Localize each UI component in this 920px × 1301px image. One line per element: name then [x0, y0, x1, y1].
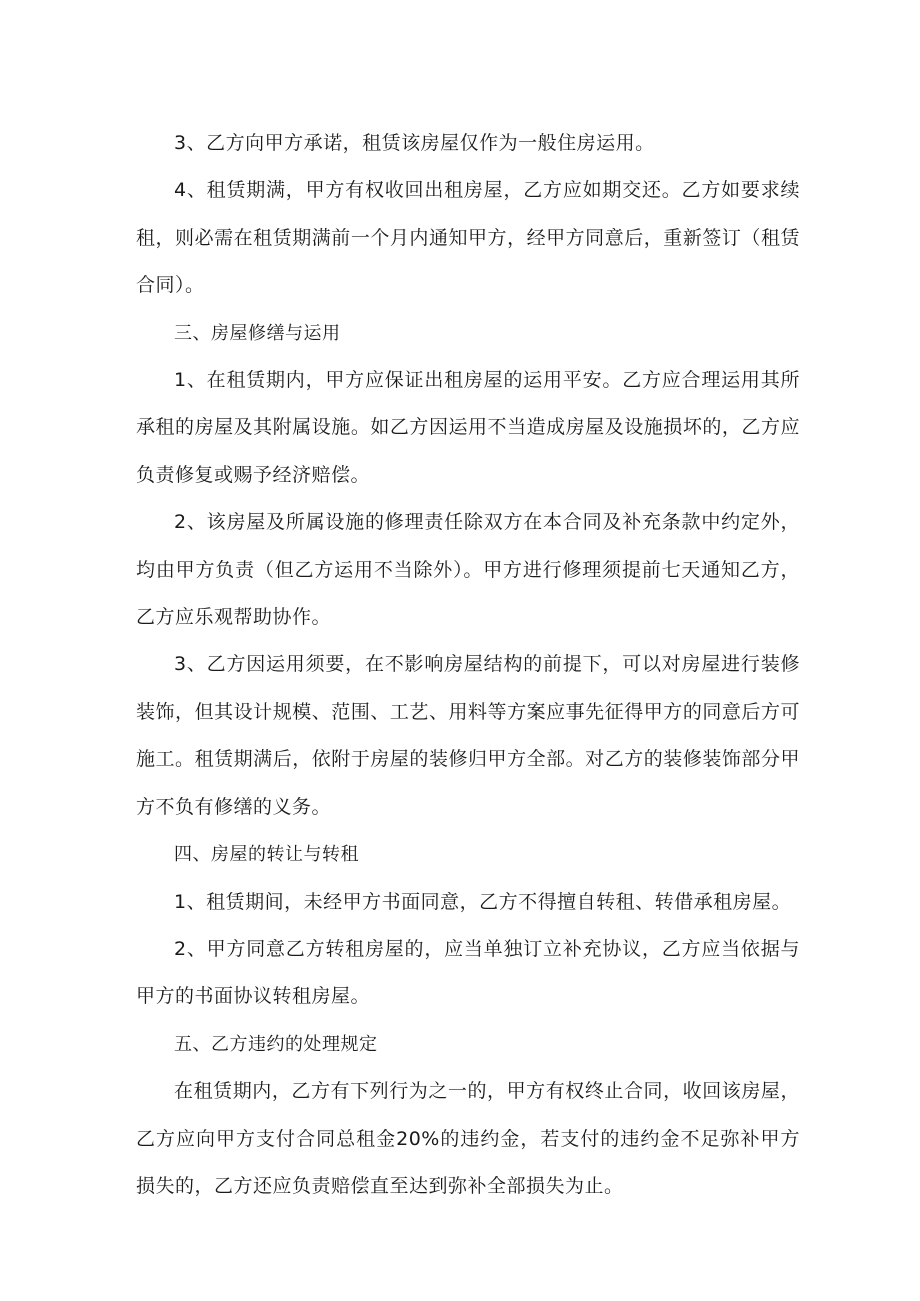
section-heading: 五、乙方违约的处理规定 — [174, 1033, 378, 1055]
clause-paragraph: 2、该房屋及所属设施的修理责任除双方在本合同及补充条款中约定外，均由甲方负责（但乙方运用不当除外）。甲方进行修理须提前七天通知乙方，乙方应乐观帮助协作。 — [136, 511, 800, 629]
document-body — [136, 120, 800, 1210]
clause-paragraph: 1、租赁期间，未经甲方书面同意，乙方不得擅自转租、转借承租房屋。 — [174, 890, 792, 913]
clause-paragraph: 2、甲方同意乙方转租房屋的，应当单独订立补充协议，乙方应当依据与甲方的书面协议转租房屋。 — [136, 937, 800, 1008]
section-heading: 四、房屋的转让与转租 — [174, 844, 359, 866]
clause-paragraph: 3、乙方因运用须要，在不影响房屋结构的前提下，可以对房屋进行装修装饰，但其设计规模、范围、工艺、用料等方案应事先征得甲方的同意后方可施工。租赁期满后，依附于房屋的装修归甲方全部。对乙方的装修装饰部分甲方不负有修缮的义务。 — [136, 653, 800, 818]
clause-paragraph: 在租赁期内，乙方有下列行为之一的，甲方有权终止合同，收回该房屋，乙方应向甲方支付合同总租金20%的违约金，若支付的违约金不足弥补甲方损失的，乙方还应负责赔偿直至达到弥补全部损失为止。 — [136, 1080, 800, 1197]
section-heading: 三、房屋修缮与运用 — [174, 322, 341, 344]
clause-paragraph: 4、租赁期满，甲方有权收回出租房屋，乙方应如期交还。乙方如要求续租，则必需在租赁期满前一个月内通知甲方，经甲方同意后，重新签订（租赁合同）。 — [136, 179, 800, 297]
clause-paragraph: 1、在租赁期内，甲方应保证出租房屋的运用平安。乙方应合理运用其所承租的房屋及其附属设施。如乙方因运用不当造成房屋及设施损坏的，乙方应负责修复或赐予经济赔偿。 — [136, 369, 800, 486]
clause-paragraph: 3、乙方向甲方承诺，租赁该房屋仅作为一般住房运用。 — [174, 132, 655, 154]
